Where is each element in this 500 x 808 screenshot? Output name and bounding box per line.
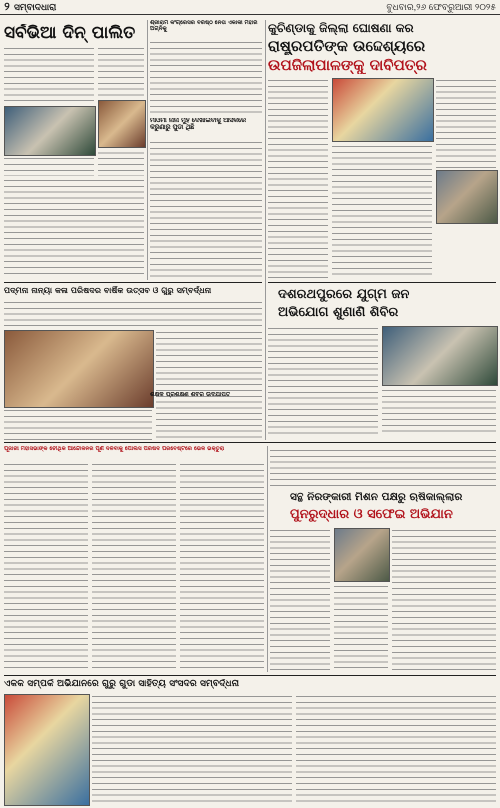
headline-a3-line3: ଉପଜିଲାପାଳଙ୍କୁ ଦାବିପତ୍ର (268, 57, 427, 74)
column-divider (147, 20, 148, 280)
article-a5-text-2 (156, 330, 262, 440)
article-a2-text (150, 40, 262, 114)
headline-a10: ଏକକ ସମ୍ପର୍କ ଅଭିଯାନରେ ଗୁରୁ ଗୁଡା ସାହିତ୍ୟ ସଂସଦର ସମ୍ବର୍ଦ୍ଧନା (4, 679, 240, 689)
article-a10-text-2 (296, 694, 496, 804)
headline-a5: ପଦ୍ମନା ନାନ୍ୟା କଳା ପରିଷଦର ବାର୍ଷିକ ଉତ୍ସବ ଓ ଗୁରୁ ସମ୍ବର୍ଦ୍ଧନା (4, 286, 212, 295)
section-rule-3 (4, 442, 496, 443)
headline-a3-line1: କୁଚିଣ୍ଡାକୁ ଜିଲ୍ଲା ଘୋଷଣା କର (268, 22, 414, 35)
photo-a1 (98, 100, 146, 148)
article-a3-text (268, 78, 328, 278)
photo-a6-camp (382, 326, 498, 386)
section-rule-4 (4, 675, 496, 676)
article-a8-text-3 (180, 462, 264, 672)
headline-a6-line2: ଅଭିଯୋଗ ଶୁଣାଣି ଶିବିର (278, 306, 399, 320)
photo-a9-cleaning (334, 528, 390, 582)
article-a3-text-2 (436, 78, 496, 168)
headline-a6-line1: ଦଶରଥପୁରରେ ଯୁଗ୍ମ ଜନ (278, 288, 410, 302)
headline-a2: ଶ୍ରୀରାମ କଂଗ୍ରେସର ବରିଷ୍ଠ ନେତା ଏକାକୀ ମହାରି ଅଗ୍ନିକୁ (150, 20, 258, 33)
article-a9-text-2 (392, 528, 496, 672)
photo-a3-meeting (332, 78, 434, 142)
article-a3-text-3 (332, 144, 432, 278)
headline-a8: ପୂଜାରୀ ମହାସଭାଙ୍କ ଚୌଥିକ ଆନ୍ଦୋଳନର ପୂର୍ଣ ଦଳିବାକୁ ପୋଲିସ ପରିଷଦ ପରବେଷ୍ଟରେ ଭେଳ ଭକ୍ତୁରା (4, 446, 225, 452)
paper-name: ସମ୍ବାଦଧାରା (14, 2, 57, 12)
section-rule (4, 282, 262, 283)
photo-a3-office (436, 170, 498, 224)
headline-a7: ଶିକ୍ଷକ ପ୍ରଶିକ୍ଷଣ ଶିବିର ଉଦଯାପିତ (150, 392, 231, 398)
article-a9-text-3 (334, 584, 388, 672)
photo-a5-stage (4, 330, 154, 408)
page-number: ୨ (4, 1, 10, 13)
headline-a9-line2: ପୁନରୁଦ୍ଧାର ଓ ସଫେଇ ଅଭିଯାନ (290, 508, 453, 522)
headline-a3-line2: ରାଷ୍ଟ୍ରପତିଙ୍କ ଉଦ୍ଦେଶ୍ୟରେ (268, 38, 426, 55)
headline-a1: ସର୍ବଭିଆ ଦିନ୍ ପାଲିତ (4, 24, 136, 43)
photo-a10-felicitation (4, 694, 90, 806)
article-a5-text (4, 300, 262, 328)
headline-a9-line1: ସନ୍ଥ ନିରଙ୍କାରୀ ମିଶନ ପକ୍ଷରୁ ଋଷିକାଲ୍ଲାର (290, 492, 463, 503)
article-a5-text-3 (4, 408, 152, 440)
article-a6-text-2 (382, 388, 496, 436)
photo-a1-group (4, 106, 96, 156)
section-rule-2 (268, 282, 496, 283)
column-divider-2 (265, 20, 266, 440)
article-a9-top-text (270, 448, 496, 488)
dateline: ବୁଧବାର,୨୬ ଫେବ୍ରୁଆରୀ ୨୦୨୫ (386, 2, 496, 12)
article-a6-text (268, 326, 378, 436)
article-a9-text (270, 528, 330, 672)
column-divider-3 (267, 446, 268, 672)
article-a4-text (150, 140, 262, 280)
article-a8-text (4, 462, 88, 672)
headline-a4: ମାଓିମା ନାନା ମୁହଁ ଦେଖାଇବାକୁ ଆସିକରେ କରୁଣାରୁ ପୁଡା ଥିଛି (150, 118, 246, 131)
article-a1-text-3 (4, 178, 144, 278)
article-a8-text-2 (92, 462, 176, 672)
article-a10-text (92, 694, 292, 804)
